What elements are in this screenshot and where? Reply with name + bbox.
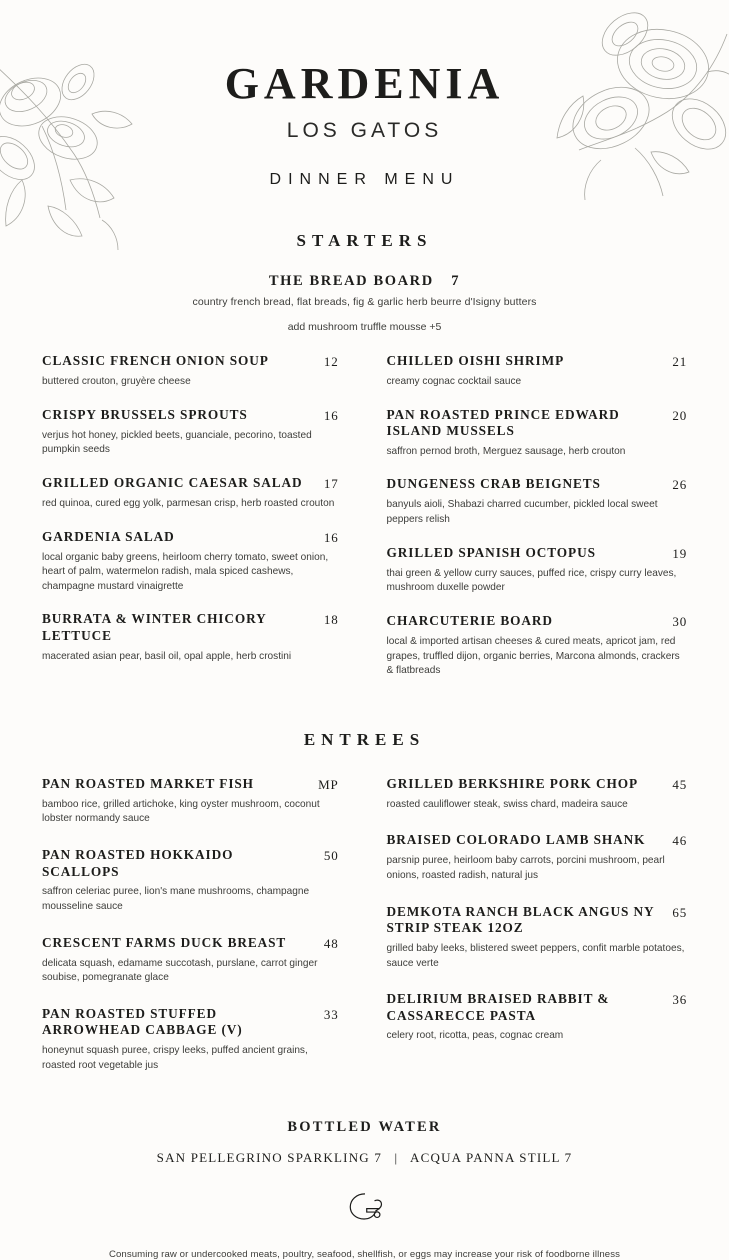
menu-item <box>42 611 339 664</box>
menu-item-head <box>387 832 688 849</box>
menu-item-description: red quinoa, cured egg yolk, parmesan crisp, herb roasted crouton <box>42 497 335 509</box>
menu-item <box>42 776 339 827</box>
menu-item <box>387 545 688 596</box>
water-sparkling: SAN PELLEGRINO SPARKLING 7 <box>156 1150 383 1166</box>
menu-item-head <box>387 991 688 1024</box>
menu-item-price: 46 <box>672 833 687 849</box>
restaurant-city: LOS GATOS <box>286 119 443 142</box>
menu-item-name: GRILLED ORGANIC CAESAR SALAD <box>42 474 303 490</box>
restaurant-name: GARDENIA <box>224 59 505 108</box>
feature-title: THE BREAD BOARD <box>268 273 434 289</box>
menu-item-name: CRISPY BRUSSELS SPROUTS <box>42 406 248 422</box>
menu-item-description: local organic baby greens, heirloom cherry tomato, sweet onion, heart of palm, watermelon radish, mala spiced cashews, champagne mustard vinaigrette <box>42 551 329 592</box>
menu-item <box>387 832 688 883</box>
menu-item-price: 20 <box>672 407 687 423</box>
menu-item-description: delicata squash, edamame succotash, purslane, carrot ginger soubise, pomegranate glace <box>42 957 318 984</box>
menu-item-head <box>387 407 688 440</box>
feature-bread-board <box>0 273 729 333</box>
menu-item-description: bamboo rice, grilled artichoke, king oyster mushroom, coconut lobster normandy sauce <box>42 798 320 825</box>
menu-item-name: GARDENIA SALAD <box>42 528 175 544</box>
menu-item-name: CRESCENT FARMS DUCK BREAST <box>42 934 287 950</box>
section-title-entrees: ENTREES <box>303 729 426 749</box>
menu-item-description: local & imported artisan cheeses & cured meats, apricot jam, red grapes, truffled dijon, organic berries, Marcona almonds, crackers & flatbreads <box>386 635 680 677</box>
menu-item-head <box>387 776 688 793</box>
menu-item-price: 48 <box>323 935 339 951</box>
menu-item-name: BRAISED COLORADO LAMB SHANK <box>386 832 646 848</box>
bottled-water-section <box>0 1119 729 1166</box>
menu-item-head <box>42 847 339 880</box>
entrees-columns <box>0 776 729 1093</box>
menu-item-head <box>42 935 339 952</box>
menu-kind: DINNER MENU <box>269 171 460 188</box>
menu-item-description: roasted cauliflower steak, swiss chard, madeira sauce <box>386 798 628 810</box>
menu-item-description: saffron celeriac puree, lion's mane mushrooms, champagne mousseline sauce <box>42 886 310 912</box>
feature-title-line <box>0 273 729 290</box>
menu-item <box>387 613 688 679</box>
menu-item-description: buttered crouton, gruyère cheese <box>42 376 191 387</box>
menu-item-head <box>387 613 688 630</box>
menu-item-description: celery root, ricotta, peas, cognac cream <box>386 1030 564 1042</box>
starters-columns <box>0 353 729 696</box>
menu-item-name: GRILLED SPANISH OCTOPUS <box>386 544 596 560</box>
menu-item-head <box>387 904 688 937</box>
menu-item-head <box>387 353 688 370</box>
menu-item-price: 30 <box>672 613 687 629</box>
water-separator: | <box>394 1150 399 1166</box>
menu-item-name: DUNGENESS CRAB BEIGNETS <box>386 476 601 492</box>
menu-item-description: parsnip puree, heirloom baby carrots, porcini mushroom, pearl onions, roasted radish, natural jus <box>386 855 665 882</box>
menu-item-description: saffron pernod broth, Merguez sausage, herb crouton <box>386 445 626 457</box>
menu-item-name: PAN ROASTED MARKET FISH <box>42 775 254 791</box>
menu-item-name: CHILLED OISHI SHRIMP <box>386 353 565 368</box>
menu-item <box>42 1006 339 1073</box>
bottled-water-options <box>0 1150 729 1166</box>
menu-item-name: PAN ROASTED PRINCE EDWARD ISLAND MUSSELS <box>386 406 620 439</box>
menu-item-description: macerated asian pear, basil oil, opal apple, herb crostini <box>42 650 292 662</box>
menu-item-head <box>387 476 688 493</box>
menu-item <box>42 475 339 512</box>
menu-item-description: creamy cognac cocktail sauce <box>386 376 522 387</box>
menu-item <box>387 991 688 1044</box>
menu-item-price: 26 <box>672 477 687 493</box>
menu-item <box>42 353 339 390</box>
menu-item-price: 19 <box>672 545 687 561</box>
menu-item <box>42 935 339 986</box>
menu-item-name: DELIRIUM BRAISED RABBIT & CASSARECCE PASTA <box>386 991 610 1023</box>
menu-item-head <box>42 353 339 370</box>
feature-price: 7 <box>451 273 461 289</box>
menu-item <box>42 847 339 914</box>
menu-item-name: BURRATA & WINTER CHICORY LETTUCE <box>42 611 267 643</box>
entrees-column-left <box>42 776 365 1093</box>
menu-item-price: 36 <box>672 992 687 1008</box>
menu-item <box>387 476 688 527</box>
section-title-starters: STARTERS <box>296 231 433 250</box>
feature-description: country french bread, flat breads, fig & garlic herb beurre d'Isigny butters <box>192 296 537 308</box>
menu-header <box>0 0 729 189</box>
menu-item-description: thai green & yellow curry sauces, puffed rice, crispy curry leaves, mushroom duxelle powder <box>386 567 677 594</box>
menu-item-head <box>42 776 339 793</box>
menu-item-price: 16 <box>323 407 339 423</box>
menu-item-price: 16 <box>323 529 339 545</box>
starters-column-left <box>42 353 365 696</box>
bottled-water-title: BOTTLED WATER <box>287 1119 442 1136</box>
menu-item <box>42 529 339 595</box>
menu-item-description: grilled baby leeks, blistered sweet peppers, confit marble potatoes, sauce verte <box>386 942 685 969</box>
starters-column-right <box>365 353 688 696</box>
menu-item-head <box>42 1006 339 1039</box>
menu-item <box>387 904 688 971</box>
menu-item-head <box>42 475 339 492</box>
menu-item-price: 50 <box>323 848 339 864</box>
menu-item <box>387 776 688 813</box>
gardenia-monogram-icon <box>0 1188 729 1229</box>
menu-item-price: 17 <box>323 475 339 491</box>
menu-item-price: 18 <box>323 612 339 628</box>
menu-item-price: 65 <box>672 904 687 920</box>
footer-disclaimer: Consuming raw or undercooked meats, poultry, seafood, shellfish, or eggs may increase your risk of foodborne illness <box>108 1249 621 1260</box>
menu-item <box>42 407 339 458</box>
menu-item-description: banyuls aioli, Shabazi charred cucumber, pickled local sweet peppers relish <box>386 499 658 526</box>
menu-item <box>387 407 688 460</box>
entrees-column-right <box>365 776 688 1093</box>
menu-item-name: GRILLED BERKSHIRE PORK CHOP <box>386 775 638 791</box>
menu-item-head <box>42 529 339 546</box>
menu-item-name: CLASSIC FRENCH ONION SOUP <box>42 353 269 368</box>
menu-item-description: honeynut squash puree, crispy leeks, puffed ancient grains, roasted root vegetable jus <box>42 1045 308 1071</box>
menu-item-name: DEMKOTA RANCH BLACK ANGUS NY STRIP STEAK 12OZ <box>386 903 655 936</box>
water-still: ACQUA PANNA STILL 7 <box>410 1150 573 1166</box>
menu-item-price: 21 <box>672 354 687 369</box>
menu-item-head <box>387 545 688 562</box>
menu-item-name: PAN ROASTED STUFFED ARROWHEAD CABBAGE (V) <box>42 1005 243 1038</box>
menu-item-head <box>42 407 339 424</box>
menu-item-price: MP <box>318 776 339 792</box>
feature-add-on: add mushroom truffle mousse +5 <box>287 321 442 333</box>
menu-item-description: verjus hot honey, pickled beets, guanciale, pecorino, toasted pumpkin seeds <box>42 429 312 456</box>
menu-item-name: PAN ROASTED HOKKAIDO SCALLOPS <box>42 847 234 879</box>
menu-item-price: 33 <box>323 1006 339 1022</box>
menu-item-price: 45 <box>672 776 687 792</box>
menu-item-name: CHARCUTERIE BOARD <box>386 612 553 628</box>
menu-item-price: 12 <box>323 354 339 369</box>
menu-item <box>387 353 688 390</box>
menu-item-head <box>42 611 339 644</box>
